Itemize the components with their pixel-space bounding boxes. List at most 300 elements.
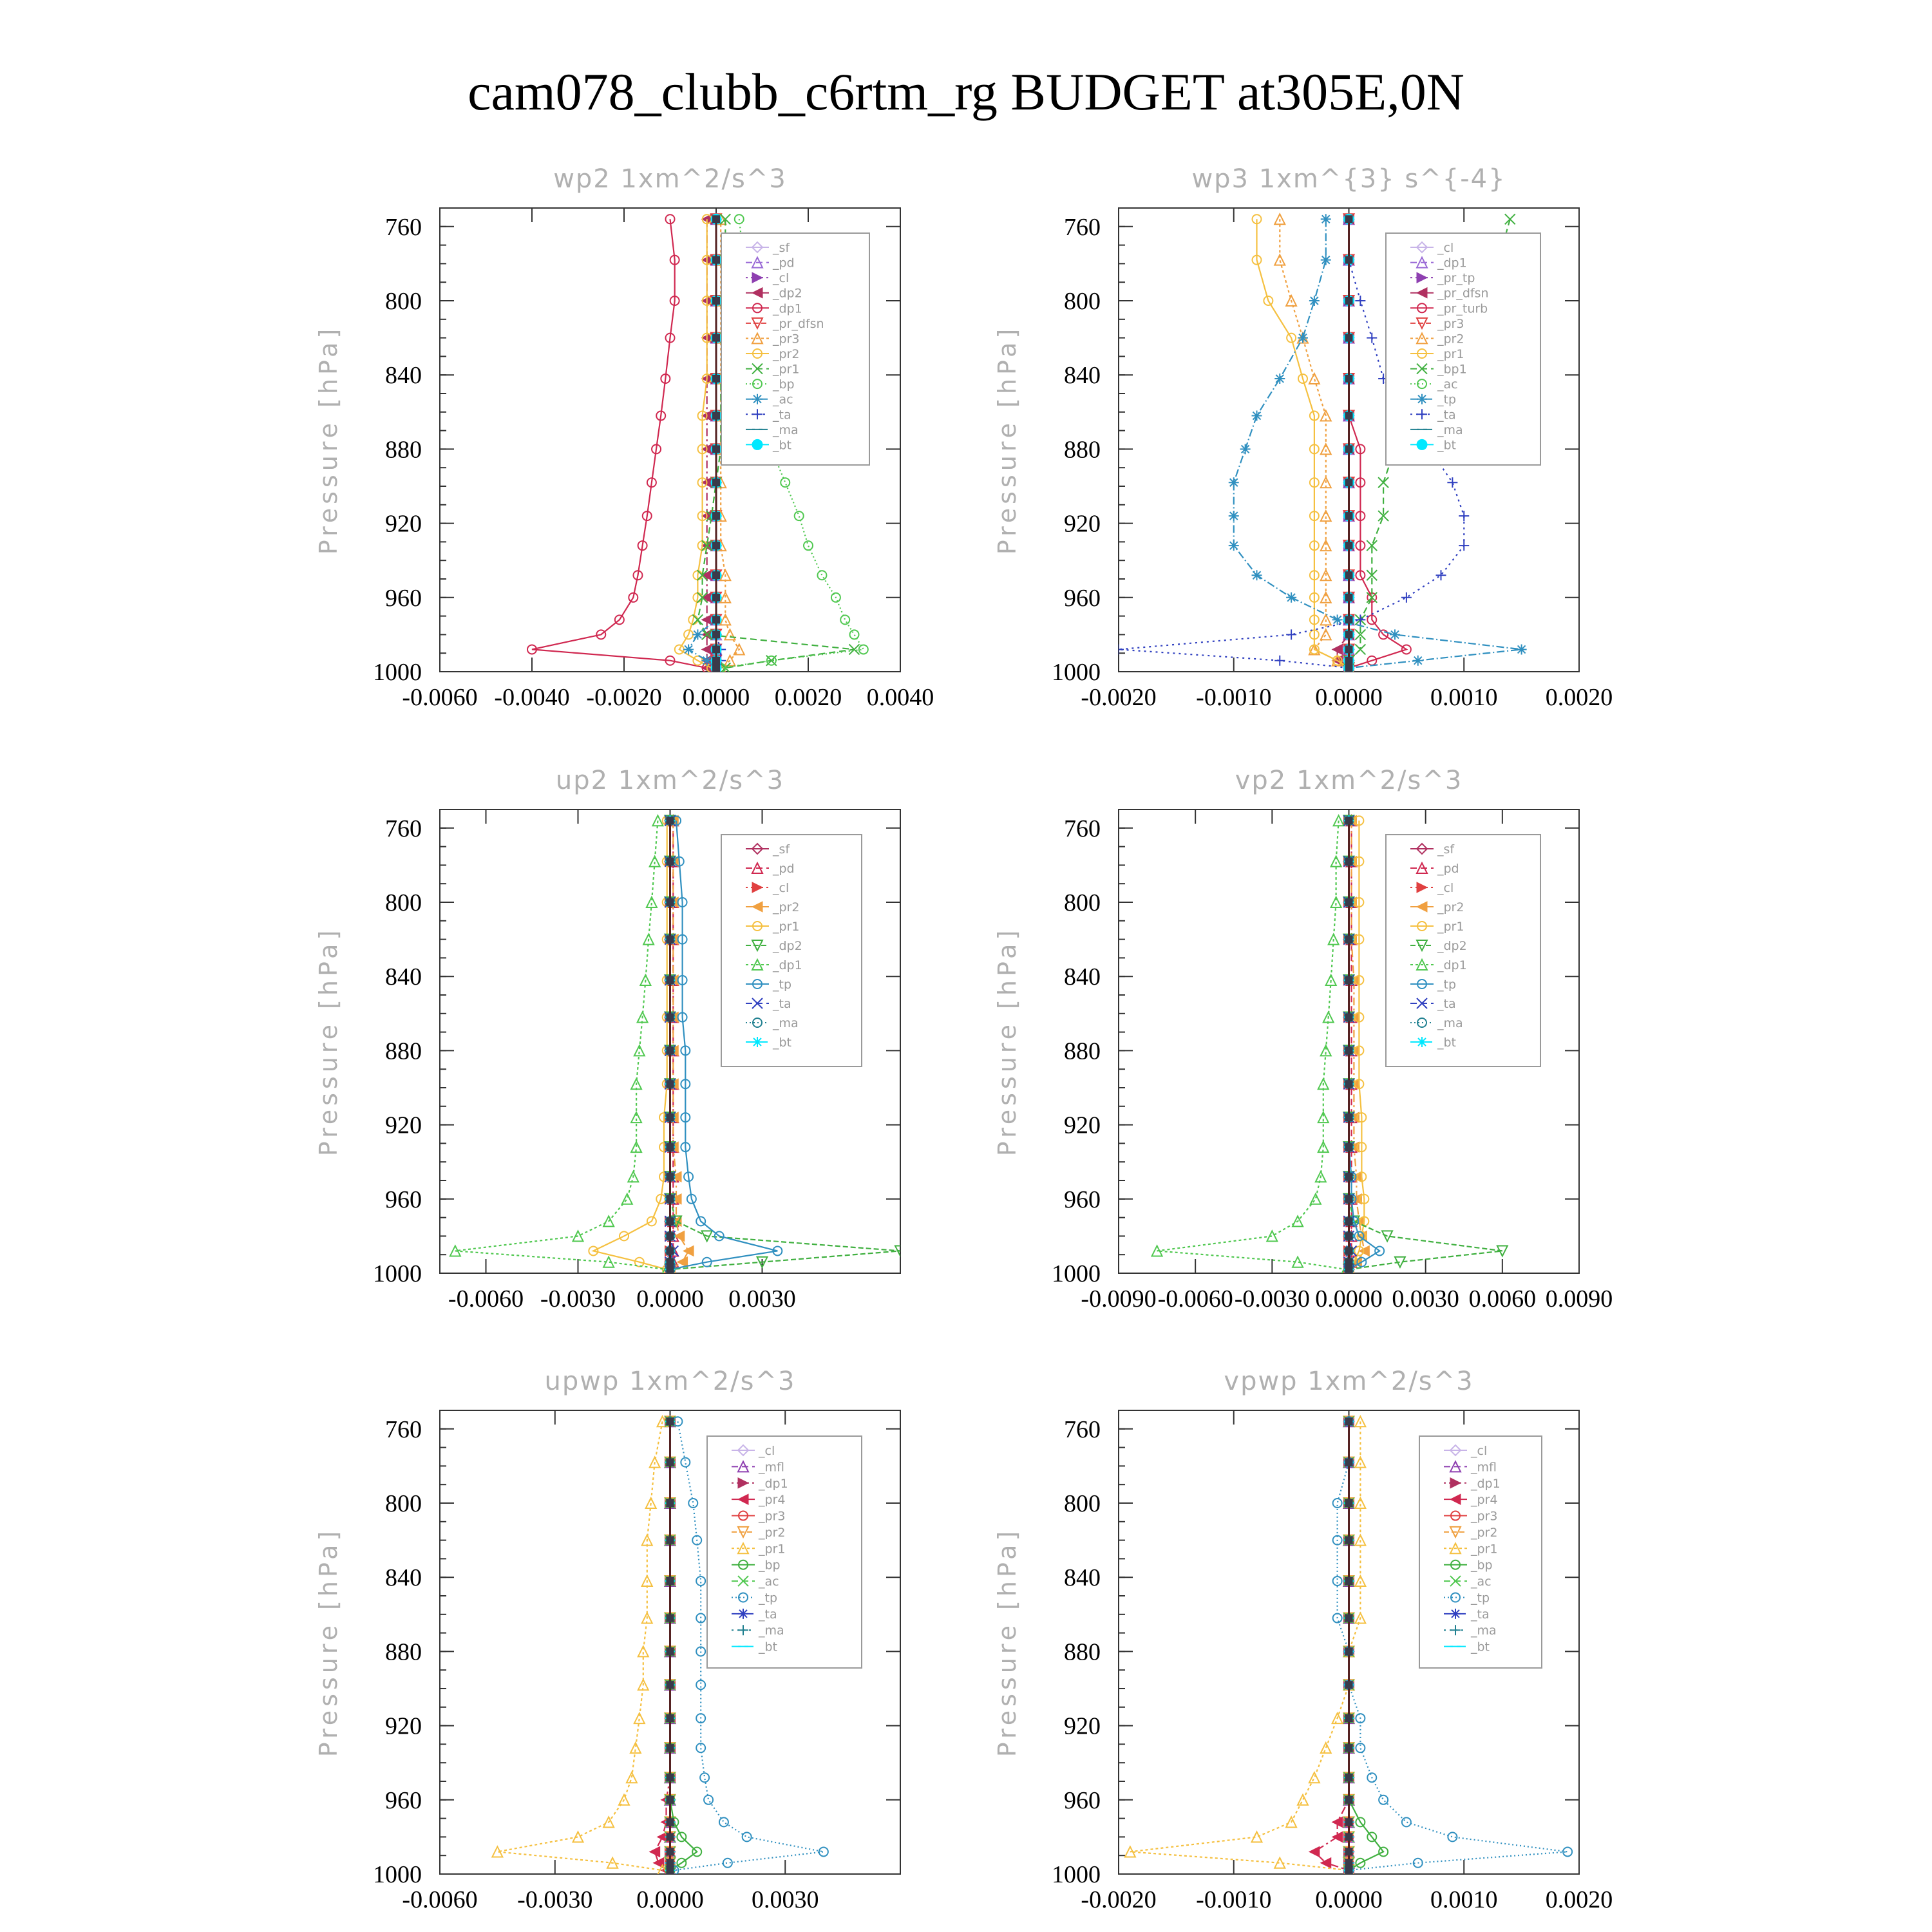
panel-wp3	[993, 164, 1613, 711]
y-tick-label: 880	[1064, 436, 1101, 464]
zero-marker	[1345, 1499, 1353, 1507]
data-point	[1390, 629, 1400, 639]
zero-marker	[1345, 1232, 1353, 1240]
x-tick-label: -0.0020	[1081, 684, 1157, 711]
x-tick-label: 0.0000	[1315, 1285, 1383, 1312]
data-point	[804, 541, 813, 550]
data-point	[573, 1832, 583, 1842]
x-tick-label: -0.0060	[402, 1886, 478, 1913]
series-dp1	[1152, 815, 1352, 1274]
y-tick-label: 840	[385, 1564, 422, 1592]
y-tick-label: 1000	[373, 659, 422, 686]
legend-entry: _ta	[773, 408, 791, 422]
zero-marker	[667, 1265, 674, 1273]
data-point	[696, 1577, 705, 1586]
legend-entry: _dp1	[773, 958, 802, 972]
zero-marker	[712, 616, 720, 623]
zero-marker	[1345, 412, 1353, 420]
zero-marker	[667, 1833, 674, 1841]
x-tick-label: 0.0010	[1430, 1886, 1498, 1913]
zero-marker	[667, 1577, 674, 1585]
legend	[721, 233, 869, 465]
data-point	[1309, 1772, 1320, 1783]
zero-marker	[712, 412, 720, 420]
y-tick-label: 1000	[373, 1861, 422, 1888]
data-point	[840, 615, 849, 624]
x-tick-label: -0.0020	[586, 684, 662, 711]
data-point	[1252, 570, 1262, 580]
legend-entry: _mfl	[759, 1460, 784, 1475]
zero-marker	[1345, 594, 1353, 601]
panel-wp2	[314, 164, 934, 711]
legend-entry: _pr2	[773, 347, 800, 361]
zero-marker	[1345, 645, 1353, 653]
data-point	[1267, 1231, 1277, 1241]
legend-entry: _pd	[773, 862, 795, 876]
data-point	[1240, 444, 1251, 454]
x-tick-label: 0.0030	[1392, 1285, 1459, 1312]
data-point	[743, 1832, 752, 1841]
zero-marker	[712, 445, 720, 453]
zero-marker	[1345, 1459, 1353, 1466]
x-tick-label: 0.0090	[1545, 1285, 1613, 1312]
zero-marker	[1345, 616, 1353, 623]
zero-marker	[1345, 1143, 1353, 1151]
data-point	[1402, 1817, 1411, 1826]
data-point	[1252, 411, 1262, 421]
x-tick-label: -0.0040	[494, 684, 570, 711]
data-point	[702, 656, 712, 666]
legend-entry: _pr1	[759, 1542, 786, 1557]
legend	[1419, 1436, 1542, 1668]
zero-marker	[712, 256, 720, 264]
y-axis-label: Pressure [hPa]	[993, 926, 1021, 1157]
legend-entry: _bt	[773, 1036, 792, 1050]
panel-title: upwp 1xm^2/s^3	[544, 1367, 796, 1396]
zero-marker	[667, 1866, 674, 1874]
x-tick-label: 0.0060	[1468, 1285, 1537, 1312]
legend-entry: _pr2	[1471, 1525, 1498, 1540]
series-line	[593, 820, 667, 1269]
data-point	[1309, 1846, 1320, 1857]
y-tick-label: 880	[385, 1638, 422, 1666]
data-point	[1321, 255, 1331, 265]
panel-upwp	[314, 1367, 900, 1913]
data-point	[795, 511, 804, 520]
data-point	[1355, 296, 1365, 306]
y-tick-label: 800	[1064, 1490, 1101, 1517]
legend-entry: _ta	[773, 997, 791, 1011]
legend-entry: _ac	[773, 392, 793, 407]
legend-entry: _sf	[773, 241, 790, 255]
zero-marker	[667, 1744, 674, 1752]
zero-marker	[1345, 1615, 1353, 1622]
legend-entry: _ta	[1437, 408, 1456, 422]
y-tick-label: 920	[1064, 1712, 1101, 1740]
zero-marker	[712, 571, 720, 579]
zero-marker	[667, 1046, 674, 1054]
y-tick-label: 920	[1064, 510, 1101, 538]
data-point	[724, 629, 735, 639]
zero-marker	[1345, 1577, 1353, 1585]
legend-entry: _pr_dfsn	[773, 316, 824, 331]
legend-entry: _cl	[1471, 1444, 1488, 1458]
series-pr1	[1125, 1416, 1366, 1875]
data-point	[696, 1680, 705, 1689]
legend-entry: _tp	[759, 1591, 778, 1605]
y-tick-label: 800	[1064, 889, 1101, 916]
y-tick-label: 880	[385, 436, 422, 464]
y-tick-label: 840	[1064, 1564, 1101, 1592]
zero-marker	[712, 664, 720, 672]
series-line	[1257, 219, 1349, 668]
data-point	[1286, 629, 1296, 639]
legend-entry: _dp1	[1437, 958, 1467, 972]
y-tick-label: 760	[385, 213, 422, 241]
x-tick-label: -0.0030	[1234, 1285, 1310, 1312]
zero-marker	[667, 898, 674, 906]
data-point	[1367, 333, 1377, 343]
data-point	[1379, 1795, 1388, 1804]
data-point	[622, 1194, 632, 1204]
legend-entry: _tp	[1437, 978, 1457, 992]
legend-entry: _pr1	[1437, 347, 1464, 361]
data-point	[1333, 1499, 1342, 1508]
series-line	[455, 820, 667, 1269]
zero-marker	[1345, 817, 1353, 824]
panel-title: vpwp 1xm^2/s^3	[1224, 1367, 1474, 1396]
legend-entry: _ma	[1437, 1016, 1463, 1030]
series-dp1	[450, 815, 672, 1274]
zero-marker	[667, 1848, 674, 1855]
zero-marker	[1345, 1796, 1353, 1804]
series-pr1	[492, 1416, 667, 1875]
x-tick-label: -0.0010	[1196, 1886, 1272, 1913]
legend-entry: _pr_tp	[1437, 271, 1475, 286]
y-tick-label: 1000	[1052, 659, 1101, 686]
y-tick-label: 960	[385, 584, 422, 612]
data-point	[674, 1231, 685, 1241]
zero-marker	[1345, 571, 1353, 579]
zero-marker	[667, 1615, 674, 1622]
data-point	[1229, 540, 1239, 551]
zero-marker	[667, 1113, 674, 1121]
legend-entry: _tp	[1471, 1591, 1490, 1605]
y-tick-label: 920	[385, 1112, 422, 1139]
data-point	[1321, 214, 1331, 224]
zero-marker	[1345, 1113, 1353, 1121]
data-point	[692, 629, 703, 639]
legend-entry: _bt	[1437, 438, 1457, 453]
zero-marker	[667, 1647, 674, 1655]
legend-entry: _dp1	[1471, 1476, 1501, 1491]
legend-entry: _pr_dfsn	[1437, 286, 1489, 301]
zero-marker	[712, 542, 720, 549]
data-point	[650, 1846, 660, 1857]
zero-marker	[712, 375, 720, 383]
zero-marker	[667, 1714, 674, 1722]
x-tick-label: -0.0090	[1081, 1285, 1157, 1312]
x-tick-label: -0.0030	[517, 1886, 593, 1913]
data-point	[1355, 644, 1365, 654]
data-point	[1459, 511, 1469, 521]
zero-marker	[667, 817, 674, 824]
zero-marker	[712, 334, 720, 342]
legend-entry: _bt	[1471, 1640, 1490, 1654]
zero-marker	[1345, 657, 1353, 665]
panel-title: wp3 1xm^{3} s^{-4}	[1191, 164, 1506, 194]
data-point	[1332, 614, 1343, 625]
zero-marker	[712, 630, 720, 638]
series-line	[1130, 1421, 1360, 1870]
series-pr1	[1253, 214, 1354, 672]
data-point	[681, 1458, 690, 1467]
legend-entry: _dp2	[773, 939, 802, 953]
x-tick-label: 0.0000	[636, 1285, 704, 1312]
zero-marker	[667, 1796, 674, 1804]
data-point	[1274, 214, 1285, 224]
legend-entry: _cl	[1437, 881, 1454, 895]
zero-marker	[1345, 478, 1353, 486]
legend-marker	[1450, 1609, 1461, 1619]
data-point	[781, 478, 790, 487]
legend-entry: _ta	[1437, 997, 1456, 1011]
zero-marker	[667, 1014, 674, 1021]
legend-entry: _pr3	[759, 1509, 786, 1524]
zero-marker	[712, 512, 720, 520]
legend-entry: _pr2	[1437, 900, 1464, 914]
y-tick-label: 760	[385, 815, 422, 842]
x-tick-label: 0.0020	[774, 684, 842, 711]
panel-vpwp	[993, 1367, 1613, 1913]
x-tick-label: -0.0010	[1196, 684, 1272, 711]
y-tick-label: 920	[385, 1712, 422, 1740]
zero-marker	[1345, 1714, 1353, 1722]
zero-marker	[712, 215, 720, 223]
y-tick-label: 800	[385, 889, 422, 916]
zero-marker	[1345, 1195, 1353, 1203]
y-axis-label: Pressure [hPa]	[314, 325, 343, 555]
zero-marker	[1345, 375, 1353, 383]
zero-marker	[1345, 1744, 1353, 1752]
legend-entry: _ma	[1471, 1624, 1497, 1638]
figure-title: cam078_clubb_c6rtm_rg BUDGET at305E,0N	[468, 62, 1464, 121]
x-tick-label: 0.0000	[682, 684, 750, 711]
data-point	[704, 1795, 713, 1804]
zero-marker	[1345, 215, 1353, 223]
legend-entry: _pr2	[1437, 332, 1464, 346]
y-tick-label: 920	[1064, 1112, 1101, 1139]
legend-entry: _pr4	[1471, 1493, 1498, 1508]
zero-marker	[667, 1143, 674, 1151]
data-point	[1274, 656, 1285, 666]
zero-marker	[1345, 1537, 1353, 1544]
data-point	[719, 1817, 728, 1826]
data-point	[683, 1245, 694, 1256]
zero-marker	[667, 1232, 674, 1240]
data-point	[627, 1772, 637, 1783]
y-tick-label: 760	[385, 1416, 422, 1443]
legend-entry: _bp	[759, 1558, 781, 1573]
data-point	[652, 815, 663, 826]
zero-marker	[667, 1217, 674, 1225]
zero-marker	[1345, 1417, 1353, 1425]
zero-marker	[1345, 1681, 1353, 1689]
panels-container	[314, 164, 1613, 1913]
zero-marker	[667, 976, 674, 984]
legend-entry: _tp	[773, 978, 792, 992]
zero-marker	[1345, 976, 1353, 984]
y-tick-label: 800	[385, 288, 422, 315]
y-tick-label: 760	[1064, 815, 1101, 842]
legend-entry: _pr1	[1437, 920, 1464, 934]
legend-entry: _ma	[773, 422, 799, 437]
y-tick-label: 920	[385, 510, 422, 538]
legend-entry: _dp2	[773, 286, 802, 301]
zero-marker	[1345, 1265, 1353, 1273]
zero-marker	[1345, 542, 1353, 549]
legend-marker	[1417, 439, 1427, 450]
zero-marker	[667, 1459, 674, 1466]
zero-marker	[1345, 664, 1353, 672]
legend-entry: _pr3	[773, 332, 800, 346]
data-point	[1298, 333, 1308, 343]
x-tick-label: 0.0030	[752, 1886, 819, 1913]
zero-marker	[667, 1247, 674, 1255]
legend-entry: _pr1	[1471, 1542, 1498, 1557]
zero-marker	[712, 297, 720, 305]
y-tick-label: 960	[385, 1786, 422, 1814]
series-pr1	[589, 816, 671, 1274]
x-tick-label: 0.0000	[1315, 684, 1383, 711]
y-tick-label: 880	[1064, 1037, 1101, 1065]
x-tick-label: -0.0060	[448, 1285, 524, 1312]
x-tick-label: 0.0020	[1545, 1886, 1613, 1913]
zero-marker	[667, 1417, 674, 1425]
legend-marker	[752, 1037, 762, 1047]
data-point	[1274, 374, 1285, 384]
data-point	[1333, 1577, 1342, 1586]
legend-entry: _pr2	[773, 900, 800, 914]
y-tick-label: 840	[1064, 362, 1101, 390]
panel-title: up2 1xm^2/s^3	[555, 766, 785, 795]
legend	[1386, 835, 1540, 1066]
legend-entry: _bt	[1437, 1036, 1457, 1050]
legend-entry: _dp1	[1437, 256, 1467, 270]
data-point	[1309, 374, 1320, 384]
zero-marker	[1345, 1833, 1353, 1841]
zero-marker	[1345, 256, 1353, 264]
data-point	[817, 571, 826, 580]
data-point	[1298, 1795, 1308, 1805]
zero-marker	[1345, 1866, 1353, 1874]
legend-entry: _pr2	[759, 1525, 786, 1540]
y-tick-label: 960	[385, 1186, 422, 1213]
legend-entry: _bp	[1471, 1558, 1493, 1573]
zero-marker	[1345, 512, 1353, 520]
zero-marker	[712, 478, 720, 486]
y-tick-label: 760	[1064, 213, 1101, 241]
legend-entry: _dp2	[1437, 939, 1467, 953]
y-tick-label: 800	[1064, 288, 1101, 315]
data-point	[1517, 644, 1527, 654]
zero-marker	[1345, 1848, 1353, 1855]
legend-entry: _ta	[1471, 1607, 1490, 1622]
zero-marker	[667, 1774, 674, 1781]
y-tick-label: 960	[1064, 1186, 1101, 1213]
data-point	[1309, 296, 1320, 306]
zero-marker	[1345, 630, 1353, 638]
legend-marker	[738, 1609, 748, 1619]
legend	[721, 835, 862, 1066]
data-point	[735, 214, 744, 223]
zero-marker	[1345, 1818, 1353, 1826]
series-dp1	[527, 214, 712, 672]
zero-marker	[667, 1681, 674, 1689]
legend-entry: _mfl	[1471, 1460, 1497, 1475]
series-line	[497, 1421, 662, 1870]
series-pr2	[675, 214, 716, 672]
data-point	[702, 644, 712, 654]
series-line	[1157, 820, 1347, 1269]
legend-entry: _sf	[1437, 842, 1455, 857]
data-point	[1286, 592, 1296, 603]
legend-entry: _ta	[759, 1607, 777, 1622]
legend-entry: _cl	[1437, 241, 1454, 255]
legend-entry: _bt	[759, 1640, 778, 1654]
data-point	[700, 1773, 709, 1782]
zero-marker	[1345, 334, 1353, 342]
zero-marker	[1345, 1247, 1353, 1255]
zero-marker	[1345, 898, 1353, 906]
legend-entry: _pr3	[1437, 316, 1464, 331]
data-point	[1447, 477, 1457, 488]
zero-marker	[1345, 1217, 1353, 1225]
legend	[1386, 233, 1540, 465]
x-tick-label: 0.0040	[866, 684, 934, 711]
y-tick-label: 1000	[373, 1260, 422, 1287]
zero-marker	[1345, 1774, 1353, 1781]
zero-marker	[1345, 858, 1353, 866]
y-axis-label: Pressure [hPa]	[993, 1527, 1021, 1757]
data-point	[1229, 477, 1239, 488]
y-tick-label: 1000	[1052, 1260, 1101, 1287]
x-tick-label: 0.0000	[1315, 1886, 1383, 1913]
y-tick-label: 960	[1064, 1786, 1101, 1814]
zero-marker	[1345, 1014, 1353, 1021]
y-tick-label: 760	[1064, 1416, 1101, 1443]
zero-marker	[1345, 297, 1353, 305]
panel-title: vp2 1xm^2/s^3	[1235, 766, 1463, 795]
legend-entry: _cl	[759, 1444, 775, 1458]
zero-marker	[667, 1537, 674, 1544]
zero-marker	[667, 1080, 674, 1088]
legend-entry: _dp1	[773, 301, 802, 316]
zero-marker	[667, 1499, 674, 1507]
legend-entry: _ac	[1437, 377, 1458, 392]
zero-marker	[1345, 1859, 1353, 1867]
legend-entry: _pd	[1437, 862, 1459, 876]
zero-marker	[1345, 1647, 1353, 1655]
legend-entry: _bt	[773, 438, 792, 453]
x-tick-label: -0.0030	[540, 1285, 616, 1312]
data-point	[850, 630, 859, 639]
data-point	[1334, 815, 1344, 826]
zero-marker	[1345, 1258, 1353, 1266]
zero-marker	[1345, 936, 1353, 943]
zero-marker	[712, 594, 720, 601]
legend-marker	[752, 439, 762, 450]
